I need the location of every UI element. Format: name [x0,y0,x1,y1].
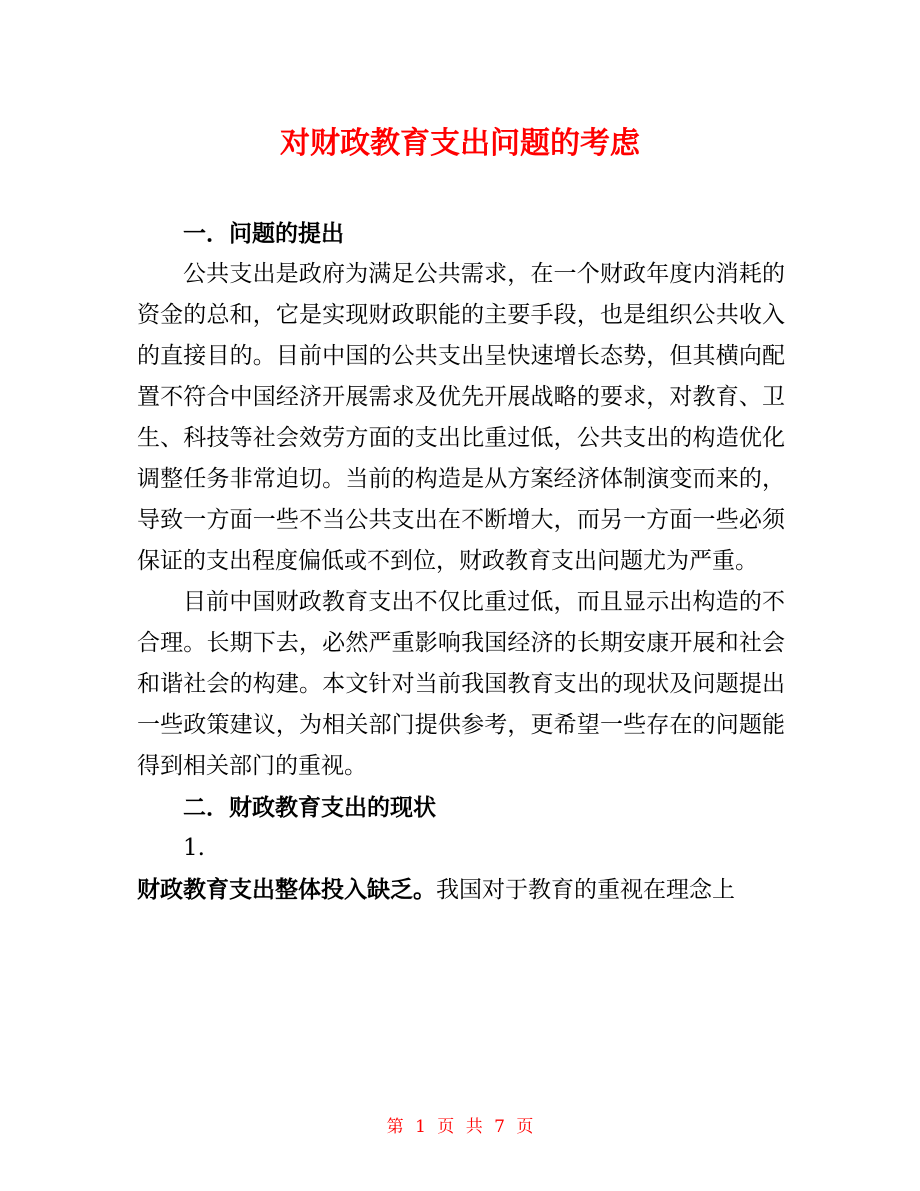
list-item-text: 我国对于教育的重视在理念上 [436,877,735,903]
list-item-bold-lead: 财政教育支出整体投入缺乏。 [137,876,436,903]
document-body [137,213,785,911]
footer-label-ye: 页 [437,1117,455,1137]
document-title: 对财政教育支出问题的考虑 [280,126,640,161]
footer-page-total: 7 [494,1117,505,1137]
paragraph-1: 公共支出是政府为满足公共需求，在一个财政年度内消耗的资金的总和，它是实现财政职能的主要手段，也是组织公共收入的直接目的。目前中国的公共支出呈快速增长态势，但其横向配置不符合中国经济开展需求及优先开展战略的要求，对教育、卫生、科技等社会效劳方面的支出比重过低，公共支出的构造优化调整任务非常迫切。当前的构造是从方案经济体制演变而来的，导致一方面一些不当公共支出在不断增大，而另一方面一些必须保证的支出程度偏低或不到位，财政教育支出问题尤为严重。 [137,261,785,574]
section-heading-2: 二．财政教育支出的现状 [183,794,436,821]
footer-label-ye-total: 页 [516,1117,534,1137]
footer-label-di: 第 [386,1117,404,1137]
page-footer [0,1112,920,1137]
list-item-number: 1. [183,835,205,861]
paragraph-2: 目前中国财政教育支出不仅比重过低，而且显示出构造的不合理。长期下去，必然严重影响我国经济的长期安康开展和社会和谐社会的构建。本文针对当前我国教育支出的现状及问题提出一些政策建议，为相关部门提供参考，更希望一些存在的问题能得到相关部门的重视。 [137,589,785,779]
section-heading-1: 一．问题的提出 [183,220,344,247]
footer-label-gong: 共 [465,1117,483,1137]
footer-page-current: 1 [415,1117,426,1137]
list-item-1 [137,869,785,911]
